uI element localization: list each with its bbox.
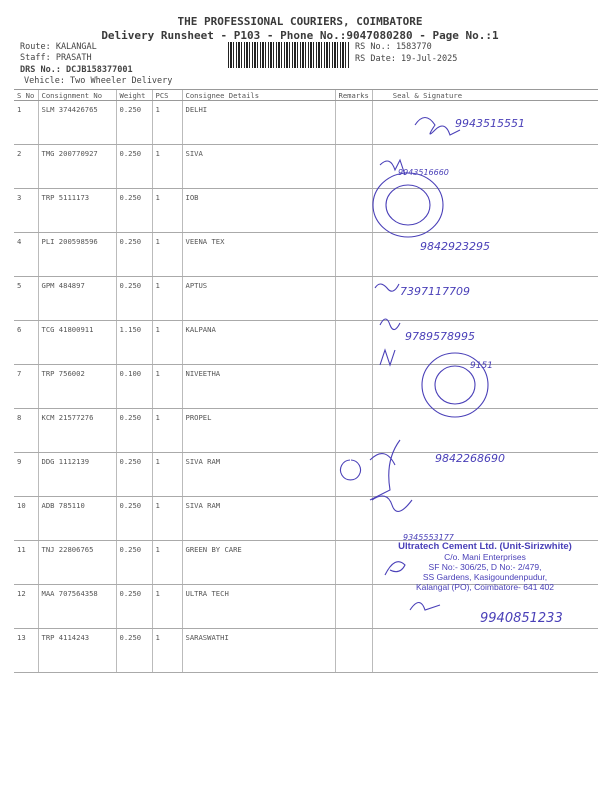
col-consignment: Consignment No xyxy=(38,90,116,101)
weight: 0.250 xyxy=(116,497,152,541)
handwritten-phone: 9345553177 xyxy=(403,533,454,542)
table-row xyxy=(14,101,598,145)
remarks-cell xyxy=(335,101,372,145)
stamp-line: SS Gardens, Kasigoundenpudur, xyxy=(422,572,548,582)
remarks-cell xyxy=(335,145,372,189)
serial-number: 11 xyxy=(14,541,38,585)
consignment-number: TRP 756002 xyxy=(38,365,116,409)
signature-cell xyxy=(372,145,598,189)
pieces: 1 xyxy=(152,321,182,365)
consignee-details: PROPEL xyxy=(182,409,335,453)
company-name: THE PROFESSIONAL COURIERS, COIMBATORE xyxy=(177,15,423,28)
handwritten-phone: 9940851233 xyxy=(480,611,563,626)
stamp-line: SF No:- 306/25, D No:- 2/479, xyxy=(428,562,542,572)
remarks-cell xyxy=(335,233,372,277)
table-row xyxy=(14,629,598,673)
pieces: 1 xyxy=(152,233,182,277)
consignee-details: SIVA RAM xyxy=(182,453,335,497)
remarks-cell xyxy=(335,629,372,673)
consignee-details: SIVA RAM xyxy=(182,497,335,541)
pieces: 1 xyxy=(152,585,182,629)
weight: 0.250 xyxy=(116,189,152,233)
consignment-number: TMG 200770927 xyxy=(38,145,116,189)
handwritten-phone: 9842923295 xyxy=(420,240,490,253)
col-sno: S No xyxy=(14,90,38,101)
signature-cell xyxy=(372,453,598,497)
signature-cell xyxy=(372,497,598,541)
signature-cell xyxy=(372,189,598,233)
weight: 0.250 xyxy=(116,453,152,497)
stamp-line: Ultratech Cement Ltd. (Unit-Sirizwhite) xyxy=(398,541,572,552)
pieces: 1 xyxy=(152,629,182,673)
weight: 0.100 xyxy=(116,365,152,409)
table-row xyxy=(14,453,598,497)
consignment-number: PLI 200598596 xyxy=(38,233,116,277)
consignment-number: TNJ 22806765 xyxy=(38,541,116,585)
weight: 0.250 xyxy=(116,541,152,585)
consignee-details: SARASWATHI xyxy=(182,629,335,673)
weight: 1.150 xyxy=(116,321,152,365)
consignee-details: KALPANA xyxy=(182,321,335,365)
table-row xyxy=(14,409,598,453)
pieces: 1 xyxy=(152,101,182,145)
vehicle: Vehicle: Two Wheeler Delivery xyxy=(24,76,173,86)
serial-number: 4 xyxy=(14,233,38,277)
table-row xyxy=(14,277,598,321)
route: Route: KALANGAL xyxy=(20,42,97,52)
remarks-cell xyxy=(335,453,372,497)
table-row xyxy=(14,189,598,233)
consignee-details: ULTRA TECH xyxy=(182,585,335,629)
handwritten-phone: 9943516660 xyxy=(398,168,449,177)
table-row xyxy=(14,497,598,541)
col-consignee: Consignee Details xyxy=(182,90,335,101)
consignee-details: NIVEETHA xyxy=(182,365,335,409)
handwritten-phone: 9943515551 xyxy=(455,117,525,130)
serial-number: 5 xyxy=(14,277,38,321)
serial-number: 9 xyxy=(14,453,38,497)
stamp-line: C/o. Mani Enterprises xyxy=(444,552,526,562)
consignment-number: ADB 785110 xyxy=(38,497,116,541)
consignment-number: TRP 4114243 xyxy=(38,629,116,673)
consignment-number: DDG 1112139 xyxy=(38,453,116,497)
remarks-cell xyxy=(335,277,372,321)
signature-cell xyxy=(372,233,598,277)
stamp-line: Kalangal (PO), Coimbatore- 641 402 xyxy=(416,582,554,592)
table-row xyxy=(14,321,598,365)
table-row xyxy=(14,233,598,277)
serial-number: 1 xyxy=(14,101,38,145)
consignment-number: TCG 41800911 xyxy=(38,321,116,365)
pieces: 1 xyxy=(152,277,182,321)
weight: 0.250 xyxy=(116,233,152,277)
serial-number: 12 xyxy=(14,585,38,629)
consignee-details: APTUS xyxy=(182,277,335,321)
consignment-number: TRP 5111173 xyxy=(38,189,116,233)
handwritten-phone: 9789578995 xyxy=(405,330,475,343)
consignee-details: SIVA xyxy=(182,145,335,189)
consignee-details: VEENA TEX xyxy=(182,233,335,277)
consignment-number: GPM 484897 xyxy=(38,277,116,321)
rs-date: RS Date: 19-Jul-2025 xyxy=(355,54,458,64)
serial-number: 8 xyxy=(14,409,38,453)
consignment-number: MAA 707564358 xyxy=(38,585,116,629)
pieces: 1 xyxy=(152,189,182,233)
serial-number: 10 xyxy=(14,497,38,541)
consignee-details: DELHI xyxy=(182,101,335,145)
serial-number: 13 xyxy=(14,629,38,673)
serial-number: 3 xyxy=(14,189,38,233)
remarks-cell xyxy=(335,541,372,585)
signature-cell xyxy=(372,321,598,365)
serial-number: 7 xyxy=(14,365,38,409)
company-stamp xyxy=(380,541,590,592)
remarks-cell xyxy=(335,585,372,629)
staff: Staff: PRASATH xyxy=(20,53,92,63)
consignment-number: SLM 374426765 xyxy=(38,101,116,145)
table-row xyxy=(14,365,598,409)
col-signature: Seal & Signature xyxy=(372,90,598,101)
signature-cell xyxy=(372,409,598,453)
table-row xyxy=(14,145,598,189)
pieces: 1 xyxy=(152,145,182,189)
pieces: 1 xyxy=(152,541,182,585)
pieces: 1 xyxy=(152,453,182,497)
consignee-details: IOB xyxy=(182,189,335,233)
rs-number: RS No.: 1583770 xyxy=(355,42,432,52)
pieces: 1 xyxy=(152,365,182,409)
weight: 0.250 xyxy=(116,585,152,629)
weight: 0.250 xyxy=(116,277,152,321)
runsheet-title: Delivery Runsheet - P103 - Phone No.:9047080280 - Page No.:1 xyxy=(101,29,499,42)
remarks-cell xyxy=(335,189,372,233)
signature-cell xyxy=(372,629,598,673)
weight: 0.250 xyxy=(116,629,152,673)
signature-cell xyxy=(372,101,598,145)
serial-number: 2 xyxy=(14,145,38,189)
weight: 0.250 xyxy=(116,145,152,189)
remarks-cell xyxy=(335,497,372,541)
remarks-cell xyxy=(335,321,372,365)
handwritten-phone: 9151 xyxy=(470,361,493,371)
pieces: 1 xyxy=(152,497,182,541)
remarks-cell xyxy=(335,409,372,453)
signature-cell xyxy=(372,365,598,409)
weight: 0.250 xyxy=(116,409,152,453)
drs-number: DRS No.: DCJB158377001 xyxy=(20,65,133,75)
handwritten-phone: 9842268690 xyxy=(435,452,505,465)
remarks-cell xyxy=(335,365,372,409)
col-weight: Weight xyxy=(116,90,152,101)
col-pcs: PCS xyxy=(152,90,182,101)
serial-number: 6 xyxy=(14,321,38,365)
handwritten-phone: 7397117709 xyxy=(400,285,470,298)
table-header xyxy=(14,90,598,101)
weight: 0.250 xyxy=(116,101,152,145)
pieces: 1 xyxy=(152,409,182,453)
barcode xyxy=(228,42,350,68)
consignment-number: KCM 21577276 xyxy=(38,409,116,453)
col-remarks: Remarks xyxy=(335,90,372,101)
signature-cell xyxy=(372,277,598,321)
consignee-details: GREEN BY CARE xyxy=(182,541,335,585)
